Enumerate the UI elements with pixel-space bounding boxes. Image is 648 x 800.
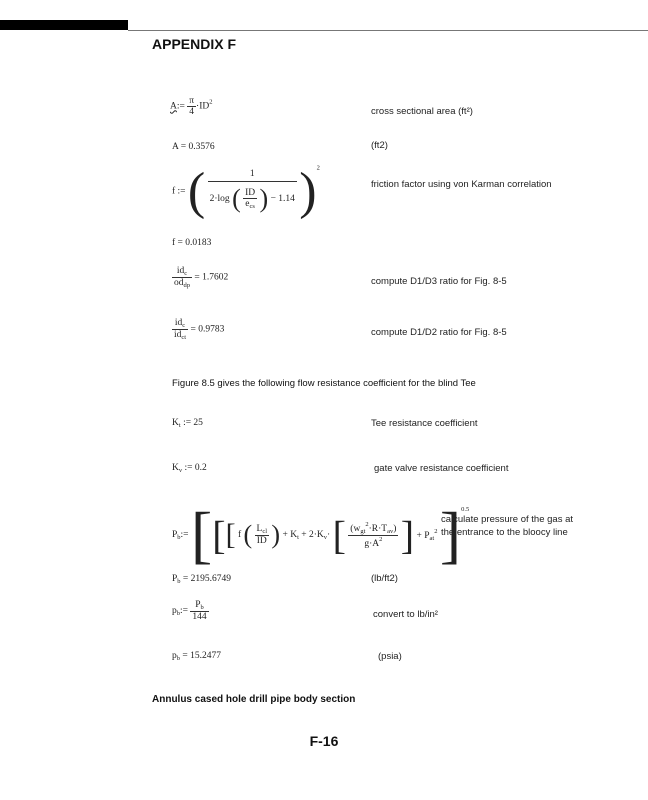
ratio1-num: [172, 266, 192, 277]
pb-w-sub: gt: [360, 528, 366, 535]
area-fraction: [187, 96, 196, 117]
pb-kv-sym: + 2·K: [301, 529, 324, 540]
area-note: cross sectional area (ft²): [371, 106, 473, 117]
ratio2-num-sub: c: [182, 322, 186, 329]
appendix-title: APPENDIX F: [152, 36, 237, 52]
pb-pa: + P: [416, 531, 430, 541]
area-rhs: ·ID: [196, 101, 210, 112]
paren-open: (: [187, 163, 206, 220]
pb-kt-term: [282, 530, 298, 540]
ratio-d1-d2: [172, 318, 224, 341]
ratio2-value: = 0.9783: [190, 324, 225, 335]
pb-inner-bracket-open: [: [332, 512, 346, 558]
friction-note: friction factor using von Karman correlation: [371, 179, 552, 190]
pb-gas-den: [348, 535, 398, 549]
area-den: 4: [187, 106, 196, 117]
pb-ga-exp: 2: [379, 536, 383, 543]
pb-w: w: [353, 524, 361, 534]
friction-id: ID: [245, 188, 256, 198]
pb-conversion: [172, 600, 209, 622]
friction-den: [208, 181, 297, 214]
friction-two-log: 2·log: [209, 194, 230, 205]
kv-value: := 0.2: [184, 463, 207, 473]
pb-psi: [172, 651, 221, 662]
area-op: :=: [176, 101, 185, 112]
ratio2-num-sym: id: [174, 318, 183, 328]
area-lhs: A: [170, 101, 177, 112]
pb-note-line2: the entrance to the bloocy line: [441, 527, 568, 538]
friction-e: [243, 198, 257, 210]
ratio2-note: compute D1/D2 ratio for Fig. 8-5: [371, 327, 507, 338]
section-title: Annulus cased hole drill pipe body section: [152, 694, 356, 705]
pbc-note: convert to lb/in²: [373, 609, 438, 620]
ratio1-den-sym: od: [174, 278, 184, 288]
pb-f: f: [237, 530, 242, 540]
pb-ld-paren-close: ): [271, 520, 281, 549]
inner-paren-open: (: [232, 184, 241, 213]
pb-value: [172, 574, 231, 585]
pb-rt: ·R·T: [368, 524, 388, 534]
inner-paren-close: ): [259, 184, 269, 213]
pbpsi-unit: (psia): [378, 651, 402, 662]
ratio2-num: [172, 318, 188, 329]
pbc-num-sub: b: [200, 604, 204, 611]
pb-outer-exp: 0.5: [461, 506, 470, 514]
friction-definition: [172, 162, 320, 221]
pb-outer-bracket-open: [: [190, 499, 213, 570]
pb-gas-num: $(w_{gt}^2\cdot R\cdot T_{av})$: [350, 521, 397, 535]
ratio1-note: compute D1/D3 ratio for Fig. 8-5: [371, 276, 507, 287]
page-number: F-16: [309, 733, 339, 749]
pbc-lhs: [172, 606, 188, 616]
pb-pa-term: [416, 528, 438, 542]
pb-kv-sub: v: [323, 533, 328, 541]
area-num: π: [189, 96, 195, 106]
kt-value: := 25: [183, 418, 203, 428]
friction-one: 1: [249, 169, 255, 179]
ratio1-den: [172, 277, 192, 289]
pb-lhs: [172, 530, 189, 540]
friction-e-sub: cs: [249, 203, 255, 210]
pb-definition: [172, 498, 469, 572]
kt-definition: [172, 418, 203, 429]
ratio1-fraction: [172, 266, 192, 289]
pb-ld-sym: L: [256, 524, 263, 534]
pbc-lhs-sub: b: [176, 609, 180, 617]
friction-e-sym: e: [245, 199, 250, 209]
kv-definition: [172, 463, 207, 474]
pb-kv-term: + $2\cdot K_v\cdot$: [301, 529, 331, 541]
pbc-den: 144: [192, 612, 207, 622]
header-bar: [0, 20, 128, 30]
pbc-op: :=: [180, 605, 188, 616]
pb-val-sub: b: [177, 578, 181, 585]
pbc-fraction: [190, 600, 208, 622]
pbpsi-sym: p: [172, 651, 177, 661]
figure-paragraph: Figure 8.5 gives the following flow resistance coefficient for the blind Tee: [172, 378, 476, 389]
pb-bracket3-open: [: [225, 518, 236, 551]
ratio1-num-sym: id: [176, 266, 185, 276]
pb-unit: (lb/ft2): [371, 573, 398, 584]
ratio-d1-d3: [172, 266, 228, 289]
pbc-lhs-sym: p: [172, 605, 177, 616]
pb-note-line1: calculate pressure of the gas at: [441, 514, 574, 525]
friction-lhs: f :=: [172, 186, 186, 197]
pbpsi-sub: b: [176, 655, 180, 662]
pb-lhs-sub: b: [177, 533, 181, 541]
ratio1-den-sub: dp: [183, 282, 190, 289]
pbc-num-sym: P: [195, 600, 201, 610]
ratio1-num-sub: c: [184, 270, 188, 277]
area-exp: 2: [209, 98, 213, 106]
pb-bracket2-open: [: [212, 512, 226, 558]
pb-rt-sub: av: [387, 528, 394, 535]
ratio2-den: [172, 329, 188, 341]
pbc-num: [190, 600, 208, 611]
pb-val-sym: P: [172, 574, 178, 584]
friction-fraction: [208, 169, 297, 214]
pb-lhs-sym: P: [172, 529, 178, 540]
pb-kt-sym: + K: [282, 529, 298, 540]
pb-pa-exp: 2: [434, 528, 438, 535]
pb-ld-fraction: [255, 524, 270, 546]
kv-sym: K: [172, 463, 179, 473]
kv-sub: v: [178, 467, 183, 474]
pb-pa-sub: at: [429, 535, 435, 542]
friction-value: f = 0.0183: [172, 238, 212, 248]
pb-w-exp: 2: [365, 521, 369, 528]
pb-inner-bracket-close: ]: [400, 512, 415, 558]
ratio2-den-sub: ct: [181, 334, 187, 341]
kt-sub: t: [178, 422, 181, 429]
ratio2-den-sym: id: [174, 330, 182, 340]
ratio1-value: = 1.7602: [194, 272, 229, 283]
area-definition: [170, 96, 213, 117]
area-unit: (ft2): [371, 140, 388, 151]
pb-kt-sub: t: [297, 533, 299, 541]
pb-ld-paren-open: (: [243, 520, 253, 549]
kv-note: gate valve resistance coefficient: [374, 463, 509, 474]
pbpsi-value: = 15.2477: [182, 651, 221, 661]
ratio2-fraction: [172, 318, 188, 341]
pb-gas-fraction: [348, 521, 398, 549]
paren-close: ): [299, 163, 317, 220]
friction-exp: 2: [316, 164, 320, 172]
pb-op: :=: [180, 529, 189, 540]
pb-val-number: = 2195.6749: [182, 574, 232, 584]
pb-outer-bracket-close: ]: [439, 499, 462, 570]
pb-ld-sub: cl: [262, 528, 268, 535]
pb-ld-num: [255, 524, 270, 535]
kt-sym: K: [172, 418, 179, 428]
id-over-e: [243, 188, 257, 210]
header-rule: [128, 30, 648, 31]
kt-note: Tee resistance coefficient: [371, 418, 478, 429]
friction-minus: − 1.14: [270, 194, 295, 205]
area-value: A = 0.3576: [172, 142, 215, 152]
pb-ld-den: ID: [255, 535, 270, 546]
pb-ga: g·A: [364, 539, 380, 549]
